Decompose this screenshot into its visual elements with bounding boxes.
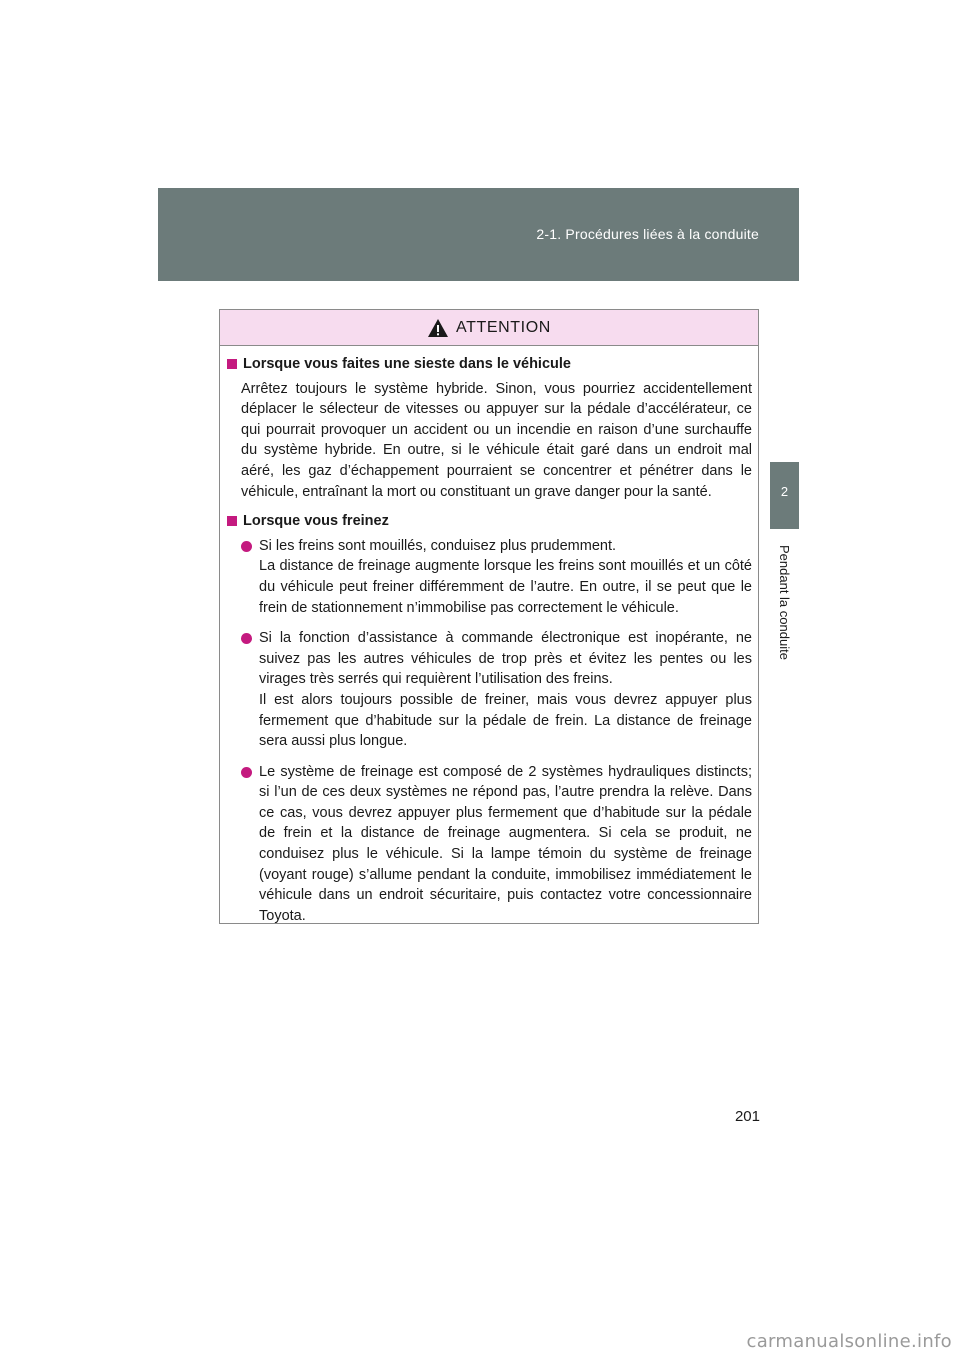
square-bullet-icon: [227, 516, 237, 526]
chapter-number: 2: [780, 484, 789, 499]
warning-title: ATTENTION: [456, 318, 551, 336]
list-item: Le système de freinage est composé de 2 systèmes hydrauliques distincts; si l’un de ces deux systèmes ne répond pas, l’autre prendra la relève. Dans ce cas, vous devrez appuyer plus fermement que d’habitude sur la pédale de frein et la distance de freinage augmentera. Si cela se produit, ne conduisez plus le véhicule. Si la lampe témoin du système de freinage (voyant rouge) s’allume pendant la conduite, immobilisez immédiatement le véhicule dans un endroit sécuritaire, puis contactez votre concessionnaire Toyota.: [241, 762, 752, 927]
section-heading: Lorsque vous freinez: [227, 511, 752, 532]
watermark: carmanualsonline.info: [746, 1331, 952, 1352]
page-number: 201: [734, 1108, 760, 1125]
warning-body: [220, 346, 758, 926]
warning-box: [219, 309, 759, 924]
header-band: [158, 188, 799, 281]
section-heading: Lorsque vous faites une sieste dans le véhicule: [227, 354, 752, 375]
chapter-tab: [770, 462, 799, 529]
circle-bullet-icon: [241, 633, 252, 644]
warning-triangle-icon: [427, 318, 449, 338]
list-item: Si les freins sont mouillés, conduisez plus prudemment. La distance de freinage augmente lorsque les freins sont mouillés et un côté du véhicule peut freiner différemment de l’autre. En outre, il se peut que le frein de stationnement n’immobilise pas correctement le véhicule.: [241, 536, 752, 618]
section-paragraph: Arrêtez toujours le système hybride. Sinon, vous pourriez accidentellement déplacer le sélecteur de vitesses ou appuyer sur la pédale d’accélérateur, ce qui pourrait provoquer un accident ou un incendie en raison d’une surchauffe du système hybride. En outre, si le véhicule était garé dans un endroit mal aéré, les gaz d’échappement pourraient se concentrer et pénétrer dans le véhicule, entraînant la mort ou constituant un grave danger pour la santé.: [241, 380, 752, 500]
section-title: 2-1. Procédures liées à la conduite: [536, 226, 759, 242]
list-item: Si la fonction d’assistance à commande électronique est inopérante, ne suivez pas les autres véhicules de trop près et évitez les pentes ou les virages très serrés qui requièrent l’utilisation des freins. Il est alors toujours possible de freiner, mais vous devrez appuyer plus fermement que d’habitude sur la pédale de frein. La distance de freinage sera aussi plus longue.: [241, 628, 752, 752]
square-bullet-icon: [227, 359, 237, 369]
warning-header: [220, 310, 758, 346]
circle-bullet-icon: [241, 541, 252, 552]
circle-bullet-icon: [241, 767, 252, 778]
chapter-label-text: Pendant la conduite: [777, 544, 792, 660]
chapter-label: [770, 532, 799, 672]
